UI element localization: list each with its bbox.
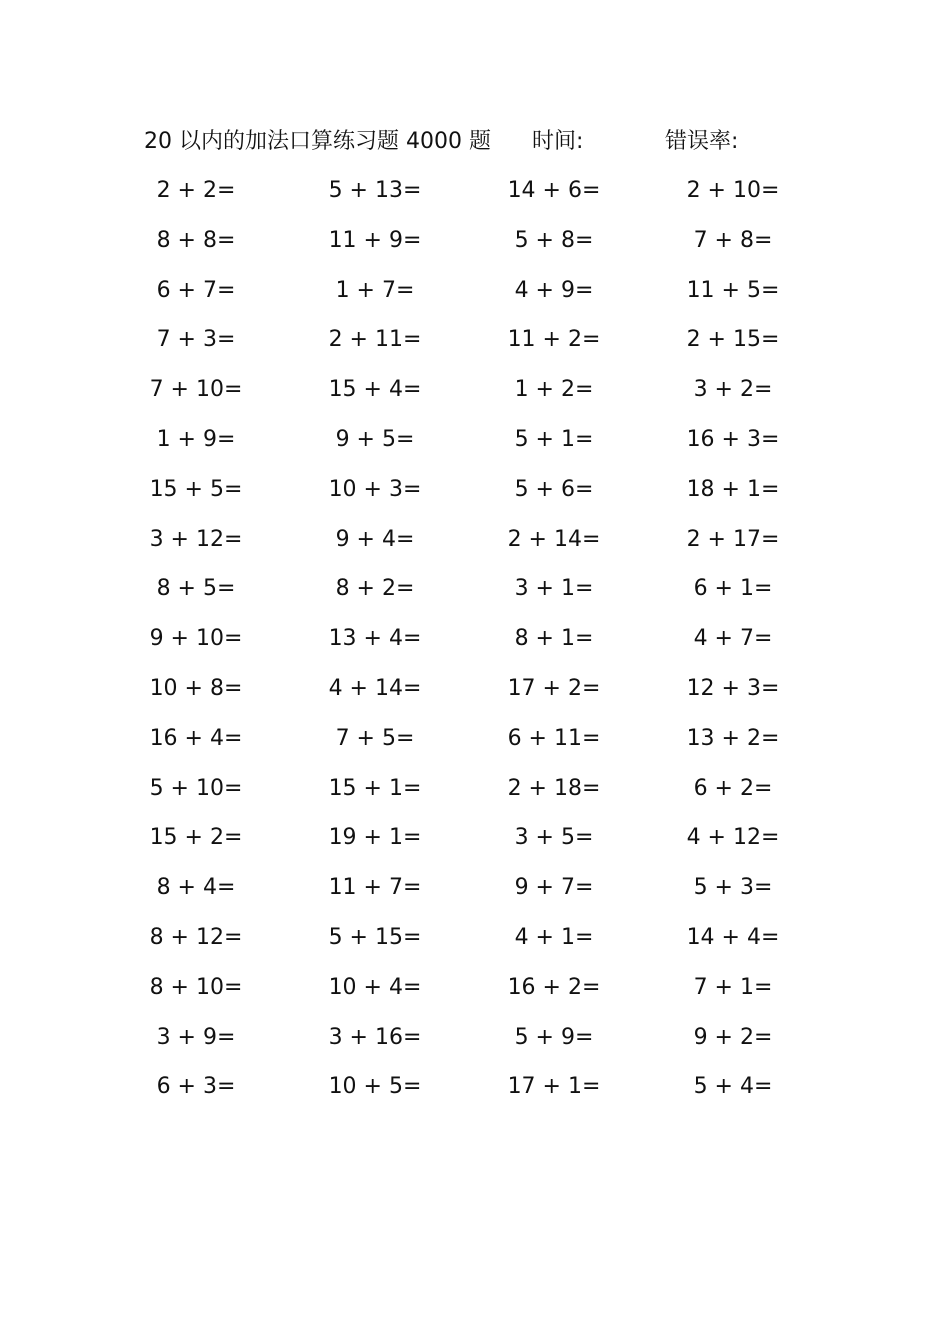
- problem-cell: 3 + 1=: [514, 576, 594, 602]
- problem-cell: 8 + 5=: [156, 576, 236, 602]
- problem-cell: 2 + 17=: [686, 526, 780, 552]
- problem-row: [0, 216, 950, 266]
- problem-cell: 3 + 9=: [156, 1024, 236, 1050]
- problem-row: [0, 614, 950, 664]
- problem-cell: 3 + 16=: [328, 1024, 422, 1050]
- problem-cell: 9 + 7=: [514, 875, 594, 901]
- problem-cell: 10 + 8=: [149, 675, 243, 701]
- problem-cell: 6 + 3=: [156, 1074, 236, 1100]
- problem-row: [0, 863, 950, 913]
- problem-cell: 4 + 14=: [328, 675, 422, 701]
- problem-cell: 11 + 7=: [328, 875, 422, 901]
- problem-cell: 3 + 12=: [149, 526, 243, 552]
- problem-cell: 11 + 9=: [328, 227, 422, 253]
- problem-cell: 4 + 9=: [514, 277, 594, 303]
- problem-row: [0, 764, 950, 814]
- problem-cell: 9 + 4=: [335, 526, 415, 552]
- problem-cell: 1 + 9=: [156, 426, 236, 452]
- problem-cell: 5 + 10=: [149, 775, 243, 801]
- problem-cell: 18 + 1=: [686, 476, 780, 502]
- problem-cell: 4 + 7=: [693, 626, 773, 652]
- problem-cell: 8 + 8=: [156, 227, 236, 253]
- problem-cell: 14 + 6=: [507, 178, 601, 203]
- problem-cell: 3 + 5=: [514, 825, 594, 851]
- problem-cell: 9 + 2=: [693, 1024, 773, 1050]
- problem-row: [0, 813, 950, 863]
- problem-row: [0, 465, 950, 515]
- problem-cell: 4 + 12=: [686, 825, 780, 851]
- problem-cell: 13 + 2=: [686, 725, 780, 751]
- problem-cell: 8 + 4=: [156, 875, 236, 901]
- problem-row: [0, 664, 950, 714]
- problem-cell: 3 + 2=: [693, 377, 773, 403]
- problem-cell: 11 + 2=: [507, 327, 601, 353]
- problem-cell: 7 + 5=: [335, 725, 415, 751]
- problem-cell: 8 + 1=: [514, 626, 594, 652]
- problem-cell: 5 + 1=: [514, 426, 594, 452]
- problem-row: [0, 415, 950, 465]
- problem-cell: 5 + 8=: [514, 227, 594, 253]
- problem-cell: 2 + 2=: [156, 178, 236, 203]
- problem-cell: 17 + 1=: [507, 1074, 601, 1100]
- problem-grid: [0, 166, 950, 1112]
- problem-cell: 10 + 3=: [328, 476, 422, 502]
- problem-cell: 16 + 4=: [149, 725, 243, 751]
- problem-row: [0, 515, 950, 565]
- problem-cell: 9 + 10=: [149, 626, 243, 652]
- problem-cell: 5 + 9=: [514, 1024, 594, 1050]
- problem-cell: 11 + 5=: [686, 277, 780, 303]
- problem-cell: 15 + 2=: [149, 825, 243, 851]
- problem-cell: 15 + 1=: [328, 775, 422, 801]
- problem-cell: 4 + 1=: [514, 924, 594, 950]
- problem-cell: 8 + 2=: [335, 576, 415, 602]
- problem-cell: 5 + 6=: [514, 476, 594, 502]
- problem-cell: 5 + 15=: [328, 924, 422, 950]
- problem-row: [0, 315, 950, 365]
- problem-cell: 10 + 4=: [328, 974, 422, 1000]
- problem-cell: 6 + 11=: [507, 725, 601, 751]
- worksheet-header: [0, 124, 950, 160]
- problem-cell: 8 + 10=: [149, 974, 243, 1000]
- problem-row: [0, 166, 950, 216]
- problem-cell: 2 + 11=: [328, 327, 422, 353]
- problem-cell: 12 + 3=: [686, 675, 780, 701]
- problem-cell: 7 + 10=: [149, 377, 243, 403]
- problem-row: [0, 1013, 950, 1063]
- problem-cell: 7 + 1=: [693, 974, 773, 1000]
- problem-cell: 15 + 5=: [149, 476, 243, 502]
- problem-cell: 16 + 3=: [686, 426, 780, 452]
- error-rate-label: 错误率:: [665, 129, 739, 154]
- problem-cell: 13 + 4=: [328, 626, 422, 652]
- problem-cell: 10 + 5=: [328, 1074, 422, 1100]
- problem-cell: 5 + 3=: [693, 875, 773, 901]
- problem-cell: 2 + 15=: [686, 327, 780, 353]
- problem-cell: 17 + 2=: [507, 675, 601, 701]
- problem-row: [0, 913, 950, 963]
- problem-cell: 15 + 4=: [328, 377, 422, 403]
- time-label: 时间:: [532, 129, 584, 154]
- problem-cell: 2 + 18=: [507, 775, 601, 801]
- problem-row: [0, 365, 950, 415]
- problem-cell: 1 + 2=: [514, 377, 594, 403]
- problem-cell: 8 + 12=: [149, 924, 243, 950]
- problem-cell: 2 + 10=: [686, 178, 780, 203]
- problem-row: [0, 266, 950, 316]
- problem-row: [0, 714, 950, 764]
- problem-cell: 1 + 7=: [335, 277, 415, 303]
- problem-row: [0, 1062, 950, 1112]
- problem-cell: 6 + 2=: [693, 775, 773, 801]
- problem-row: [0, 963, 950, 1013]
- problem-cell: 19 + 1=: [328, 825, 422, 851]
- problem-cell: 6 + 7=: [156, 277, 236, 303]
- problem-cell: 16 + 2=: [507, 974, 601, 1000]
- problem-cell: 9 + 5=: [335, 426, 415, 452]
- problem-cell: 5 + 4=: [693, 1074, 773, 1100]
- problem-cell: 6 + 1=: [693, 576, 773, 602]
- worksheet-title: 20 以内的加法口算练习题 4000 题: [144, 129, 491, 154]
- problem-cell: 7 + 8=: [693, 227, 773, 253]
- problem-cell: 14 + 4=: [686, 924, 780, 950]
- problem-cell: 7 + 3=: [156, 327, 236, 353]
- problem-cell: 2 + 14=: [507, 526, 601, 552]
- problem-row: [0, 564, 950, 614]
- problem-cell: 5 + 13=: [328, 178, 422, 203]
